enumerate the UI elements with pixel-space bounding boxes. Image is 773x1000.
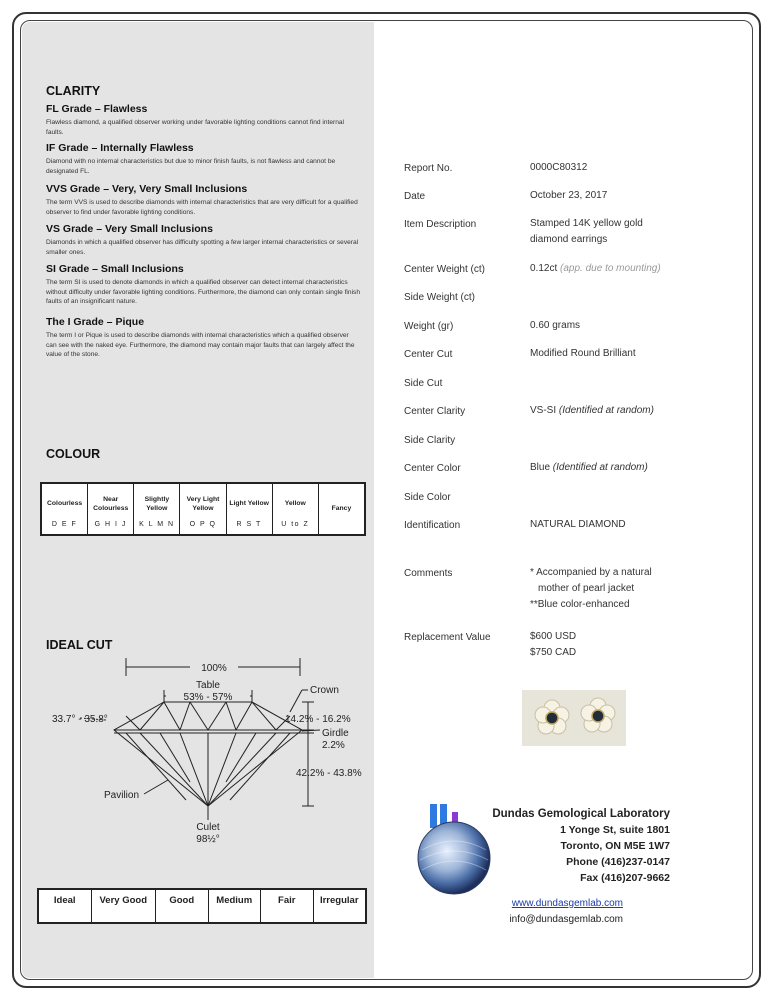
comment-line: * Accompanied by a natural <box>530 567 652 578</box>
colour-cell <box>273 484 319 534</box>
colour-code: D E F <box>51 520 78 528</box>
colour-label: Light Yellow <box>229 500 269 507</box>
comment-line: mother of pearl jacket <box>538 583 635 594</box>
report-no-value: 0000C80312 <box>530 162 588 173</box>
diagram-pavilion-depth: 42.2% - 43.8% <box>296 768 362 779</box>
lab-phone: Phone (416)237-0147 <box>566 856 670 868</box>
grade-fl-title: FL Grade – Flawless <box>46 103 148 115</box>
diamond-cut-diagram <box>40 650 370 886</box>
colour-code: R S T <box>236 520 262 528</box>
colour-label: Yellow <box>284 500 306 507</box>
diagram-culet-value: 98½° <box>196 834 220 845</box>
lab-address1: 1 Yonge St, suite 1801 <box>560 824 670 836</box>
grade-vs-desc: Diamonds in which a qualified observer has difficulty spotting a few larger internal characteristics or several smaller ones. <box>46 239 359 256</box>
weight-gr-value: 0.60 grams <box>530 320 581 331</box>
cut-grade-cell: Fair <box>261 890 314 922</box>
report-no-label: Report No. <box>404 163 453 174</box>
colour-label: Near Colourless <box>93 495 129 512</box>
earrings-photo <box>522 690 626 746</box>
grade-vvs-title: VVS Grade – Very, Very Small Inclusions <box>46 183 248 195</box>
grade-si-title: SI Grade – Small Inclusions <box>46 263 184 275</box>
clarity-title: CLARITY <box>46 84 101 98</box>
center-cut-label: Center Cut <box>404 349 453 360</box>
side-color-label: Side Color <box>404 492 451 503</box>
center-weight-amount: 0.12ct <box>530 263 558 274</box>
lab-info <box>470 806 670 886</box>
side-weight-label: Side Weight (ct) <box>404 292 475 303</box>
center-weight-note: (app. due to mounting) <box>560 263 661 274</box>
cut-grade-cell: Very Good <box>92 890 157 922</box>
cut-grade-cell: Irregular <box>319 895 359 906</box>
center-clarity-value <box>530 403 654 419</box>
diagram-crown-label: Crown <box>310 685 339 696</box>
grade-vs-title: VS Grade – Very Small Inclusions <box>46 223 213 235</box>
grade-fl-desc: Flawless diamond, a qualified observer working under favorable lighting conditions cannot find internal faults. <box>46 119 344 136</box>
center-clarity-grade: VS-SI <box>530 405 557 416</box>
identification-value: NATURAL DIAMOND <box>530 519 626 530</box>
colour-code: U to Z <box>281 520 310 528</box>
replacement-cad: $750 CAD <box>530 647 577 658</box>
center-cut-value: Modified Round Brilliant <box>530 348 636 359</box>
colour-scale-table <box>40 482 366 536</box>
center-clarity-note: (Identified at random) <box>558 405 654 416</box>
diagram-girdle-value: 2.2% <box>322 740 345 751</box>
diagram-culet-label: Culet <box>196 822 220 833</box>
replacement-value <box>530 629 576 661</box>
replacement-value-label: Replacement Value <box>404 632 491 643</box>
diagram-table-label: Table <box>196 680 220 691</box>
lab-contact <box>509 896 623 928</box>
center-color-value <box>530 460 648 476</box>
item-description-value: Stamped 14K yellow gold diamond earrings <box>530 218 643 245</box>
colour-cell <box>88 484 134 534</box>
center-color-grade: Blue <box>530 462 551 473</box>
side-clarity-label: Side Clarity <box>404 435 456 446</box>
grade-si-desc: The term SI is used to denote diamonds in which a qualified observer can detect internal characteristics without difficulty under favorable lighting conditions. Furthermore, the diamond can only contain single finish faults of an insignificant nature. <box>46 279 360 306</box>
center-color-label: Center Color <box>404 463 461 474</box>
colour-label: Colourless <box>47 500 83 507</box>
diagram-crown-height: 14.2% - 16.2% <box>285 714 351 725</box>
identification-label: Identification <box>404 520 461 531</box>
grade-if-desc: Diamond with no internal characteristics but due to minor finish faults, is not flawless and cannot be designated FL. <box>46 158 336 175</box>
colour-title: COLOUR <box>46 447 101 461</box>
cut-grade-cell: Medium <box>209 890 262 922</box>
comments-value <box>530 565 652 613</box>
colour-code: O P Q <box>189 520 217 528</box>
grade-vvs-desc: The term VVS is used to describe diamonds with internal characteristics that are very difficult for a qualified observer to find under favorable lighting conditions. <box>46 199 358 216</box>
colour-cell <box>319 484 364 534</box>
item-description-label: Item Description <box>404 219 477 230</box>
lab-address2: Toronto, ON M5E 1W7 <box>560 840 670 852</box>
colour-cell <box>180 484 226 534</box>
colour-label: Very Light Yellow <box>186 495 220 512</box>
cut-grade-table <box>37 888 367 924</box>
colour-cell <box>42 484 88 534</box>
lab-name: Dundas Gemological Laboratory <box>492 808 670 820</box>
cut-grade-cell: Good <box>156 890 209 922</box>
center-color-note: (Identified at random) <box>552 462 648 473</box>
grade-i-title: The I Grade – Pique <box>46 316 145 328</box>
ideal-cut-title: IDEAL CUT <box>46 638 113 652</box>
grade-i-desc: The term I or Pique is used to describe diamonds with internal characteristics which a qualified observer can see with the naked eye. Furthermore, the diamond may contain major faults that can largely affect the value of the stone. <box>46 332 355 359</box>
comment-line: **Blue color-enhanced <box>530 599 630 610</box>
cut-grade-cell: Ideal <box>39 890 92 922</box>
colour-cell <box>227 484 273 534</box>
diagram-crown-angle: 33.7° - 35.8° <box>52 714 108 725</box>
date-label: Date <box>404 191 426 202</box>
diagram-pavilion-label: Pavilion <box>104 790 140 801</box>
colour-label: Slightly Yellow <box>144 495 170 512</box>
center-clarity-label: Center Clarity <box>404 406 466 417</box>
website-link[interactable]: www.dundasgemlab.com <box>511 898 623 909</box>
center-weight-value <box>530 261 661 277</box>
colour-code: G H I J <box>94 520 127 528</box>
replacement-usd: $600 USD <box>530 631 577 642</box>
comments-label: Comments <box>404 568 453 579</box>
email-text: info@dundasgemlab.com <box>509 914 623 925</box>
weight-gr-label: Weight (gr) <box>404 321 454 332</box>
diagram-total-label: 100% <box>201 663 227 674</box>
diagram-girdle-label: Girdle <box>322 728 349 739</box>
grade-if-title: IF Grade – Internally Flawless <box>46 142 194 154</box>
colour-label: Fancy <box>331 504 352 512</box>
lab-fax: Fax (416)207-9662 <box>580 872 670 884</box>
center-weight-label: Center Weight (ct) <box>404 264 485 275</box>
diagram-table-range: 53% - 57% <box>183 692 233 703</box>
date-value: October 23, 2017 <box>530 190 608 201</box>
colour-cell <box>134 484 180 534</box>
colour-code: K L M N <box>139 520 175 528</box>
side-cut-label: Side Cut <box>404 378 443 389</box>
